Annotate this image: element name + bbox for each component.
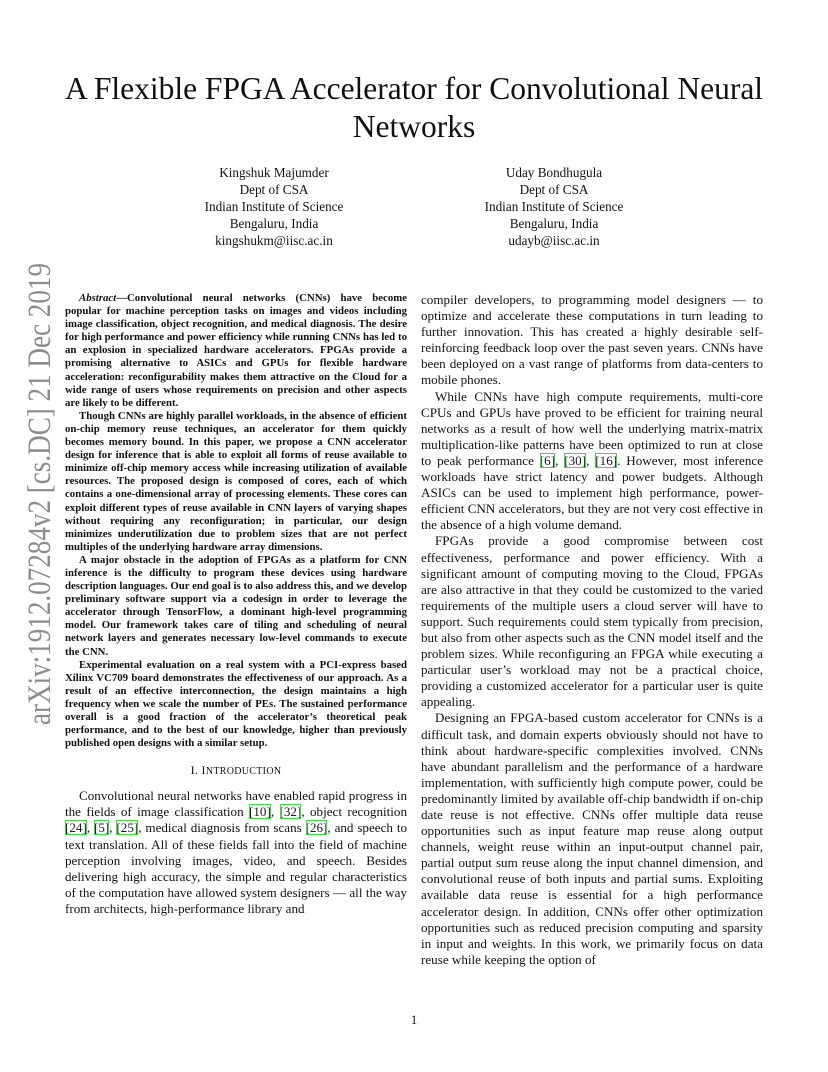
arxiv-stamp-text: arXiv:1912.07284v2 [cs.DC] 21 Dec 2019 — [22, 260, 58, 725]
text-run: , — [270, 804, 280, 820]
author-email[interactable]: kingshukm@iisc.ac.in — [215, 233, 333, 248]
intro-paragraph-2 — [421, 389, 763, 534]
author-email[interactable]: udayb@iisc.ac.in — [508, 233, 600, 248]
citation-link[interactable]: [32] — [279, 804, 302, 820]
text-run: , — [555, 452, 565, 468]
citation-link[interactable]: [16] — [595, 452, 618, 468]
intro-paragraph-continued: compiler developers, to programming model designers — to optimize and accelerate these computations in turn leading to further innovation. This has created a highly desirable self-reinforcing feedback loop over the past seven years. CNNs have been deployed on a vast range of platforms from data-centers to mobile phones. — [421, 292, 763, 388]
arxiv-stamp-graphic — [14, 260, 58, 730]
author-institution: Indian Institute of Science — [484, 199, 624, 214]
abstract-label: Abstract — [79, 292, 117, 304]
arxiv-stamp — [14, 260, 58, 730]
section-number: I. — [190, 763, 199, 778]
author-name: Kingshuk Majumder — [219, 165, 329, 180]
intro-paragraph-1 — [65, 788, 407, 917]
intro-paragraph-3: FPGAs provide a good compromise between cost effectiveness, performance and power efficiency. With a significant amount of computing moving to the Cloud, FPGAs are also attractive in that they could be customized to the varied requirements of the multiple users a cloud server will have to support. Such requirements could stem typically from precision, but also from other aspects such as the CNN model itself and the problem sizes. While reconfiguring an FPGA while executing a particular user’s workload may not be a practical choice, providing a customized accelerator for a particular user is quite appealing. — [421, 533, 763, 710]
text-run: . However, most inference workloads have strict latency and power budgets. Although ASICs can be used to implement high performance, power-efficient CNN accelerators, but they are not very cost effective in the absence of a high volume demand. — [421, 452, 764, 533]
author-dept: Dept of CSA — [239, 182, 309, 197]
text-run: , — [109, 820, 117, 836]
page-number: 1 — [410, 1012, 418, 1027]
author-name: Uday Bondhugula — [505, 165, 603, 180]
text-run: Convolutional neural networks have enabled rapid progress in the fields of image classification — [65, 788, 407, 820]
abstract — [65, 292, 407, 750]
citation-link[interactable]: [26] — [305, 820, 328, 836]
citation-link[interactable]: [24] — [65, 820, 87, 836]
abstract-text: —Convolutional neural networks (CNNs) have become popular for machine perception tasks on images and videos including image classification, object recognition, and medical diagnosis. The desire for high performance and power efficiency while running CNNs has led to an explosion in specialized hardware accelerators. FPGAs provide a promising alternative to ASICs and GPUs for flexible hardware acceleration: reconfigurability makes them attractive on the Cloud for a wide range of users whose requirements on precision and other aspects are likely to be different. — [65, 292, 407, 409]
author-dept: Dept of CSA — [519, 182, 589, 197]
text-run: , object recognition — [301, 804, 408, 820]
right-column — [421, 292, 763, 968]
citation-link[interactable]: [25] — [116, 820, 139, 836]
author-block-2 — [434, 164, 674, 249]
author-city: Bengaluru, India — [229, 216, 319, 231]
intro-body-right — [421, 292, 763, 968]
abstract-paragraph-4: Experimental evaluation on a real system with a PCI-express based Xilinx VC709 board demonstrates the effectiveness of our approach. As a result of an effective interconnection, the design maintains a high frequency when we scale the number of PEs. The sustained performance overall is a good fraction of the accelerator’s theoretical peak performance, and to the best of our knowledge, higher than previously published open designs with a similar setup. — [65, 658, 407, 750]
citation-link[interactable]: [5] — [93, 820, 110, 836]
abstract-paragraph-2: Though CNNs are highly parallel workloads, in the absence of efficient on-chip memory reuse techniques, an accelerator for them quickly becomes memory bound. In this paper, we propose a CNN accelerator design for inference that is able to exploit all forms of reuse available to minimize off-chip memory access while increasing utilization of available resources. The proposed design is composed of cores, each of which contains a one-dimensional array of processing elements. These cores can exploit different types of reuse available in CNN layers of varying shapes without requiring any reconfiguration; in particular, our design minimizes underutilization due to problem sizes that are not perfect multiples of the underlying hardware array dimensions. — [65, 409, 407, 553]
abstract-paragraph-3: A major obstacle in the adoption of FPGAs as a platform for CNN inference is the difficulty to program these devices using hardware description languages. Our end goal is to also address this, and we develop preliminary software support via a codesign in order to leverage the accelerator through TensorFlow, a dominant high-level programming model. Our framework takes care of tiling and scheduling of neural network layers and generates necessary low-level commands to execute the CNN. — [65, 553, 407, 658]
intro-body-left — [65, 788, 407, 917]
author-institution: Indian Institute of Science — [204, 199, 344, 214]
left-column — [65, 292, 407, 917]
author-city: Bengaluru, India — [509, 216, 599, 231]
text-run: , and speech to text translation. All of these fields fall into the field of machine perception involving images, video, and speech. Besides delivering high accuracy, the simple and regular characteristics of the computation have allowed system designers — all the way from architects, high-performance library and — [65, 820, 408, 916]
section-title-initial: I — [201, 763, 206, 778]
intro-paragraph-4: Designing an FPGA-based custom accelerator for CNNs is a difficult task, and domain experts obviously should not have to think about hardware-specific complexities involved. CNNs have abundant parallelism and the performance of a hardware implementation, with sufficiently high compute power, could be predominantly limited by available off-chip bandwidth if on-chip date reuse is not effective. CNNs offer multiple data reuse opportunities such as input feature map reuse along output channels, weight reuse within an input-output channel pair, partial output sum reuse along the input channel dimension, and convolutional reuse of both inputs and partial sums. Exploiting available data reuse is essential for a high performance accelerator design. In addition, CNNs offer other optimization opportunities such as reduced precision computing and sparsity in input and weights. In this work, we primarily focus on data reuse while keeping the option of — [421, 710, 763, 967]
citation-link[interactable]: [10] — [249, 804, 271, 820]
section-heading-introduction — [65, 762, 407, 780]
author-block-1 — [154, 164, 394, 249]
text-run: , — [586, 452, 596, 468]
abstract-paragraph-1 — [65, 292, 407, 410]
text-run: , — [86, 820, 94, 836]
section-title-rest: NTRODUCTION — [205, 766, 282, 778]
citation-link[interactable]: [30] — [564, 452, 587, 468]
citation-link[interactable]: [6] — [539, 452, 556, 468]
paper-title: A Flexible FPGA Accelerator for Convolutional Neural Networks — [64, 71, 764, 144]
text-run: , medical diagnosis from scans — [138, 820, 306, 836]
text-run: While CNNs have high compute requirements, multi-core CPUs and GPUs have proved to be efficient for training neural networks as a result of how well the underlying matrix-matrix multiplication-like patterns have been optimized to run at close to peak performance — [421, 388, 763, 468]
